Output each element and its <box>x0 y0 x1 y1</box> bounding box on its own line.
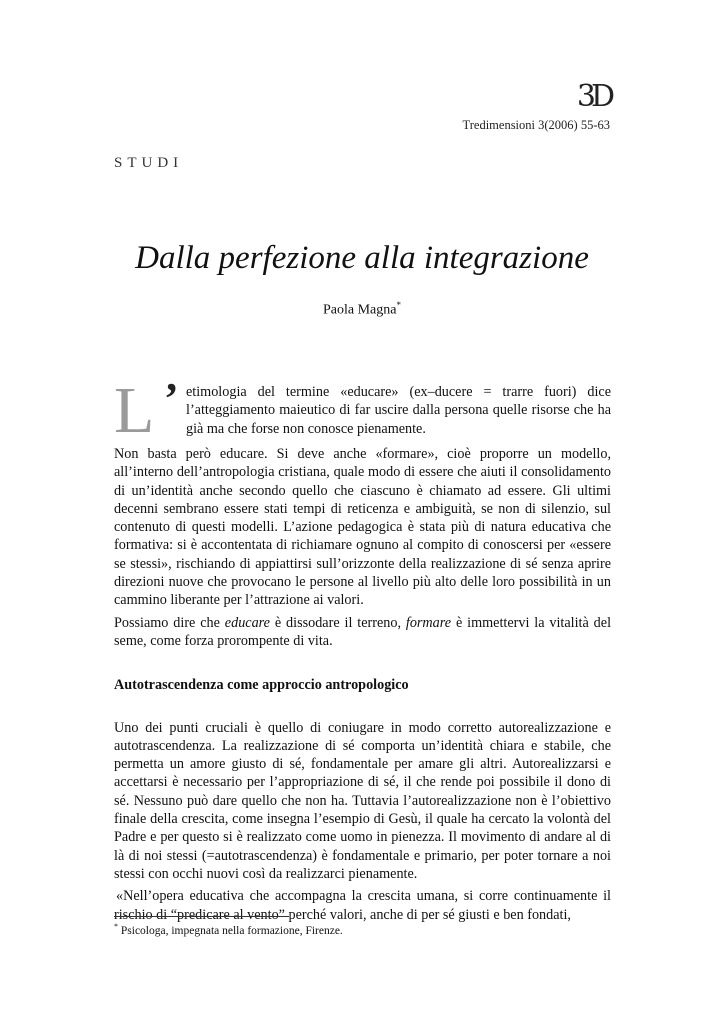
drop-cap <box>114 374 186 447</box>
p3-text-a: Possiamo dire che <box>114 614 225 631</box>
paragraph-2: Non basta però educare. Si deve anche «formare», cioè proporre un modello, all’interno dell’antropologia cristiana, quale modo di essere che aiuti il consolidamento di un’identità anche secondo quello che ciascuno è chiamato ad essere. Gli ultimi decenni sembrano essere stati tempi di reticenza e ambiguità, se non di silenzio, sul contenuto di questi modelli. L’azione pedagogica è stata più di natura educativa che formativa: si è accontentata di richiamare ognuno al compito di conoscersi per «essere se stessi», rischiando di appiattirsi sull’orizzonte della realizzazione di sé senza aprire direzioni nuove che provocano le persone al livello più alto delle loro possibilità in un cammino liberante per l’attrazione ai valori. <box>114 446 611 609</box>
paragraph-4: Uno dei punti cruciali è quello di coniugare in modo corretto autorealizzazione e autotrascendenza. La realizzazione di sé comporta un’identità chiara e stabile, che permetta un amore giusto di sé, fondamentale per amare gli altri. Autorealizzarsi e accettarsi è necessario per l’appropriazione di sé, il che rende poi possibile il dono di sé. Nessuno può dare quello che non ha. Tuttavia l’autorealizzazione non è l’obiettivo finale della crescita, come insegna l’esempio di Gesù, il quale ha cercato la volontà del Padre e per questo si è realizzato come uomo in pienezza. Il movimento di andare al di là di noi stessi (=autotrascendenza) è fondamentale e primario, per poter tornare a noi stessi con occhi nuovi così da realizzarci pienamente. <box>114 719 611 882</box>
author-line <box>0 300 724 319</box>
p3-text-c: è dissodare il terreno, <box>269 614 406 631</box>
paragraph-3 <box>114 614 611 651</box>
section-heading: Autotrascendenza come approccio antropologico <box>114 677 409 694</box>
drop-cap-apostrophe: ’ <box>164 374 179 423</box>
p3-term-educare: educare <box>224 614 270 631</box>
paragraph-1: etimologia del termine «educare» (ex–ducere = trarre fuori) dice l’atteggiamento maieutico di far uscire dalla persona quelle risorse che ha già ma che forse non conosce pienamente. <box>186 384 611 437</box>
author-footnote-mark: * <box>396 300 401 310</box>
footnote-mark: * <box>114 922 118 931</box>
article-body <box>114 374 612 928</box>
p3-text-e: è immettervi la vitalità del seme, come forza prorompente di vita. <box>114 614 612 649</box>
author-name: Paola Magna <box>323 302 397 318</box>
p3-term-formare: formare <box>405 614 452 631</box>
drop-cap-letter: L <box>114 374 155 447</box>
paragraph-5: «Nell’opera educativa che accompagna la crescita umana, si corre continuamente il rischio di “predicare al vento” perché valori, anche di per sé giusti e ben fondati, <box>114 888 611 923</box>
footnote-text: Psicologa, impegnata nella formazione, Firenze. <box>118 924 343 937</box>
footnote-divider <box>114 916 289 917</box>
opening-paragraph <box>114 374 611 447</box>
article-title: Dalla perfezione alla integrazione <box>135 240 589 276</box>
footnote <box>114 922 343 937</box>
section-label: STUDI <box>114 155 184 171</box>
journal-logo: 3D <box>576 79 610 114</box>
journal-reference: Tredimensioni 3(2006) 55-63 <box>462 118 610 132</box>
